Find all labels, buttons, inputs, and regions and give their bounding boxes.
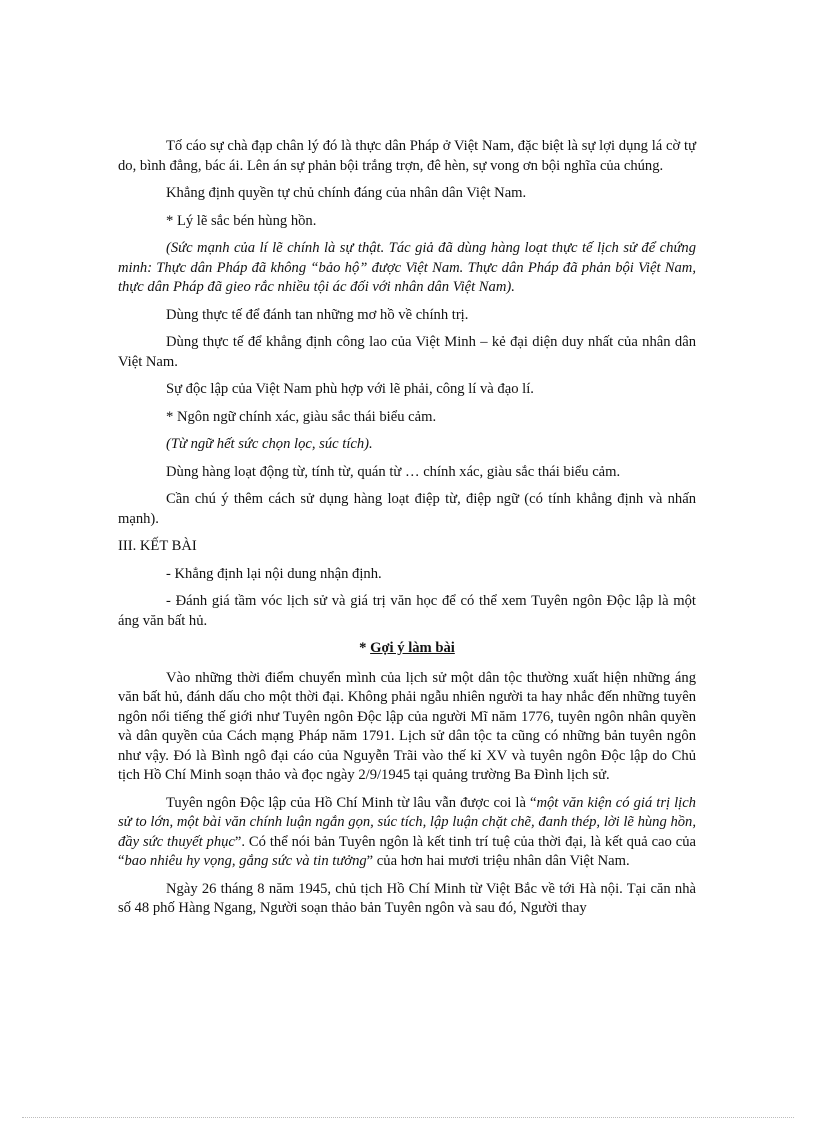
paragraph: Dùng thực tế để đánh tan những mơ hồ về chính trị. — [166, 306, 469, 323]
paragraph: Vào những thời điểm chuyển mình của lịch sử một dân tộc thường xuất hiện những áng văn bất hủ, đánh dấu cho một thời đại. Không phải ngẫu nhiên người ta hay nhắc đến những tuyên ngôn nổi tiếng thế giới như Tuyên ngôn Độc lập của người Mĩ năm 1776, tuyên ngôn nhân quyền và dân quyền của Cách mạng Pháp năm 1791. Lịch sử dân tộc ta cũng có những bản tuyên ngôn như vậy. Đó là Bình ngô đại cáo của Nguyễn Trãi vào thế kỉ XV và tuyên ngôn Độc lập do Chủ tịch Hồ Chí Minh soạn thảo và đọc ngày 2/9/1945 tại quảng trường Ba Đình lịch sử. — [118, 669, 696, 783]
section-title — [118, 639, 696, 659]
list-item: - Khẳng định lại nội dung nhận định. — [166, 565, 382, 582]
paragraph: Tố cáo sự chà đạp chân lý đó là thực dân Pháp ở Việt Nam, đặc biệt là sự lợi dụng lá cờ tự do, bình đẳng, bác ái. Lên án sự phản bội trắng trợn, đê hèn, sự vong ơn bội nghĩa của chúng. — [118, 138, 696, 174]
text-run: Tuyên ngôn Độc lập của Hồ Chí Minh từ lâu vẫn được coi là “ — [166, 794, 537, 811]
paragraph: Cần chú ý thêm cách sử dụng hàng loạt điệp từ, điệp ngữ (có tính khẳng định và nhấn mạnh). — [118, 491, 696, 527]
bullet-heading: * Lý lẽ sắc bén hùng hồn. — [166, 212, 317, 229]
paragraph: Ngày 26 tháng 8 năm 1945, chủ tịch Hồ Chí Minh từ Việt Bắc về tới Hà nội. Tại căn nhà số 48 phố Hàng Ngang, Người soạn thảo bản Tuyên ngôn và sau đó, Người thay — [118, 880, 696, 916]
paragraph — [118, 794, 696, 872]
paragraph: Dùng thực tế để khẳng định công lao của Việt Minh – kẻ đại diện duy nhất của nhân dân Việt Nam. — [118, 334, 696, 370]
italic-paragraph: (Sức mạnh của lí lẽ chính là sự thật. Tác giả đã dùng hàng loạt thực tế lịch sử để chứng minh: Thực dân Pháp đã không “bảo hộ” được Việt Nam. Thực dân Pháp đã phản bội Việt Nam, thực dân Pháp đã gieo rắc nhiều tội ác đối với nhân dân Việt Nam). — [118, 240, 696, 295]
paragraph: Sự độc lập của Việt Nam phù hợp với lẽ phải, công lí và đạo lí. — [166, 381, 534, 397]
text-run: ”. Có thể nói bản Tuyên ngôn là kết tinh trí tuệ của thời đại, là kết quả cao của “ — [118, 833, 696, 869]
bullet-heading: * Ngôn ngữ chính xác, giàu sắc thái biểu cảm. — [166, 408, 437, 425]
italic-paragraph: (Từ ngữ hết sức chọn lọc, súc tích). — [166, 436, 373, 452]
document-body — [118, 137, 696, 927]
italic-quote: bao nhiêu hy vọng, gắng sức và tin tưởng — [124, 853, 367, 869]
section-title-text: Gợi ý làm bài — [370, 640, 455, 656]
section-title-prefix: * — [359, 640, 371, 656]
italic-quote: một văn kiện có giá trị lịch sử to lớn, một bài văn chính luận ngắn gọn, súc tích, lập luận chặt chẽ, đanh thép, lời lẽ hùng hồn, đầy sức thuyết phục — [118, 794, 696, 850]
paragraph: Khẳng định quyền tự chủ chính đáng của nhân dân Việt Nam. — [166, 185, 527, 201]
list-item: - Đánh giá tầm vóc lịch sử và giá trị văn học để có thể xem Tuyên ngôn Độc lập là một áng văn bất hủ. — [118, 593, 696, 629]
page-bottom-divider — [22, 1117, 794, 1118]
text-run: ” của hơn hai mươi triệu nhân dân Việt Nam. — [366, 853, 630, 869]
paragraph: Dùng hàng loạt động từ, tính từ, quán từ … chính xác, giàu sắc thái biểu cảm. — [166, 463, 621, 480]
section-heading: III. KẾT BÀI — [118, 538, 197, 554]
